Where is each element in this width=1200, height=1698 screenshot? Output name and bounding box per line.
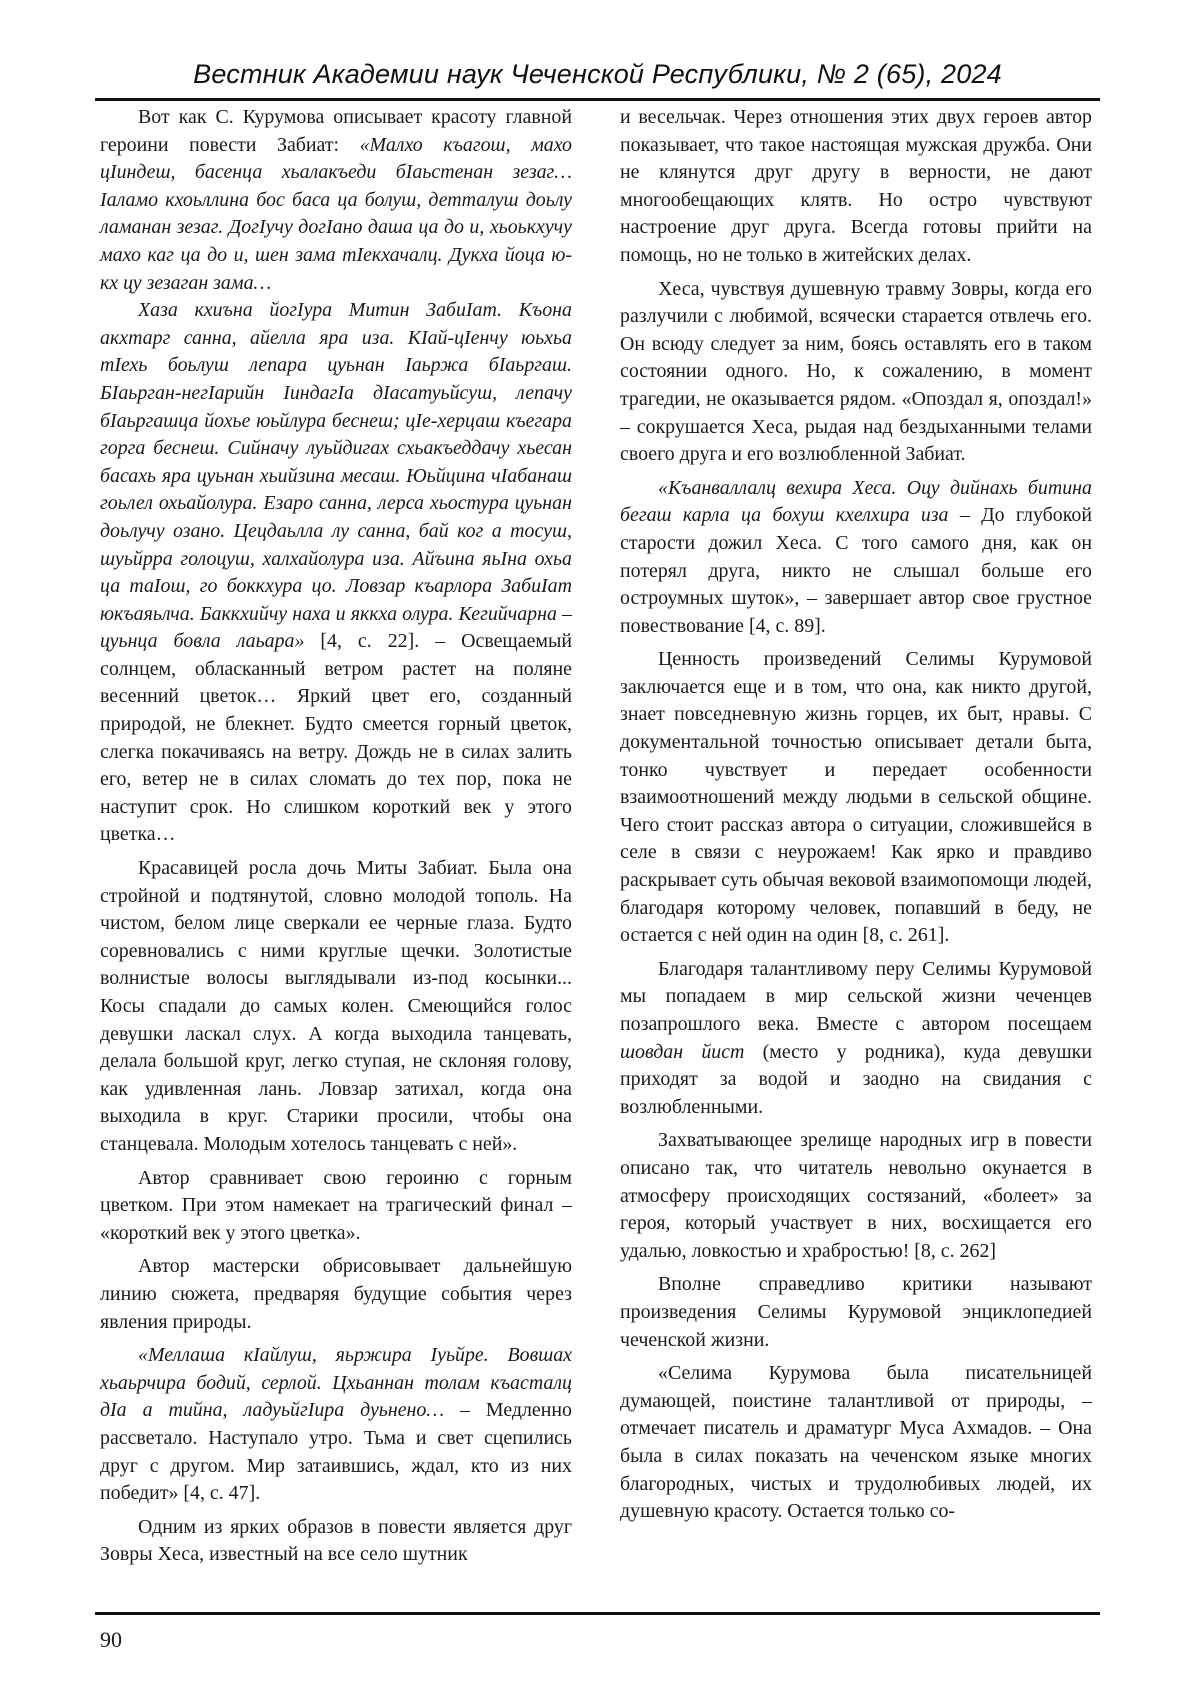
left-column — [100, 104, 572, 1569]
paragraph — [620, 956, 1092, 1122]
paragraph-lead: Благодаря талантливому перу Селимы Курумовой мы попадаем в мир сельской жизни чеченцев позапрошлого века. Вместе с автором посещаем — [620, 957, 1092, 1035]
journal-title: Вестник Академии наук Чеченской Республики, № 2 (65), 2024 — [193, 59, 1002, 89]
chechen-quote: Хаза кхиъна йогIура Митин ЗабиIат. Къона акхтарг санна, айелла яра иза. КIай-цIенчу юьхьа тIехь боьлуш лепара цуьнан Iаьржа бIаьргаш. БIаьрган-негIарийн IиндагIа дIасатуьйсуш, лепачу бIаьргашца йохье юьйлура беснеш; цIе-херцаш къегара горга беснеш. Сийначу луьйдигах схьакъеддачу хьесан басахь яра цуьнан хьийзина месаш. Юьйцина чIабанаш гоьлел охьайолура. Езаро санна, лерса хьостура цуьнан доьлучу озано. Цецдаьлла лу санна, бай ког а тосуш, шуьйрра голоцуш, халхайолура иза. Айъина яьIна охьа ца таIош, го боккхура цо. Ловзар къарлора ЗабиIат юкъаяьлча. Баккхийчу наха и яккха олура. Кегийчарна – цуьнца бовла лаьара» — [100, 299, 572, 653]
paragraph — [620, 475, 1092, 641]
paragraph — [100, 104, 572, 297]
paragraph: Ценность произведений Селимы Курумовой заключается еще и в том, что она, как никто другой, знает повседневную жизнь горцев, их быт, нравы. С документальной точностью описывает детали быта, тонко чувствует и передает особенности взаимоотношений между людьми в сельской общине. Чего стоит рассказ автора о ситуации, сложившейся в селе в связи с неурожаем! Как ярко и правдиво раскрывает суть обычая вековой взаимопомощи людей, благодаря которому человек, попавший в беду, не остается с ней один на один [8, с. 261]. — [620, 648, 1092, 947]
paragraph-translation: – До глубокой старости дожил Хеса. С того самого дня, как он потерял друга, никто не слышал больше его остроумных шуток», – завершает автор свое грустное повествование [4, с. 89]. — [620, 504, 1092, 637]
footer-rule — [95, 1612, 1100, 1615]
paragraph: «Селима Курумова была писательницей думающей, поистине талантливой от природы, – отмечает писатель и драматург Муса Ахмадов. – Она была в силах показать на чеченском языке многих благородных, чистых и трудолюбивых людей, их душевную красоту. Остается только со- — [620, 1362, 1092, 1523]
right-column — [620, 104, 1092, 1526]
chechen-quote: «Малхо къагош, махо цIиндеш, басенца хьалакъеди бIаьстенан зезаг… Iаламо кхоьллина бос баса ца болуш, детталуш доьлу ламанан зезаг. ДогIучу догIано даша ца до и, хьоькхучу махо каг ца до и, шен зама тIекхачалц. Дукха йоца ю-кх цу зезаган зама… — [100, 133, 572, 294]
paragraph — [100, 1342, 572, 1508]
italic-term: шовдан йист — [620, 1040, 745, 1063]
paragraph: Хеса, чувствуя душевную травму Зовры, когда его разлучили с любимой, всячески старается отвлечь его. Он всюду следует за ним, боясь оставлять его в таком состоянии одного. Но, к сожалению, в момент трагедии, не оказывается рядом. «Опоздал я, опоздал!» – сокрушается Хеса, рыдая над бездыханными телами своего друга и его возлюбленной Забиат. — [620, 277, 1092, 466]
paragraph: Одним из ярких образов в повести является друг Зовры Хеса, известный на все село шутник — [100, 1515, 572, 1566]
paragraph: Вполне справедливо критики называют произведения Селимы Курумовой энциклопедией чеченской жизни. — [620, 1273, 1092, 1351]
chechen-quote: «Къанваллалц вехира Хеса. Оцу дийнахь битина бегаш карла ца бохуш кхелхира иза — [620, 476, 1092, 527]
paragraph: и весельчак. Через отношения этих двух героев автор показывает, что такое настоящая мужская дружба. Они не клянутся друг другу в верности, не дают многообещающих клятв. Но остро чувствуют настроение друг друга. Всегда готовы прийти на помощь, но не только в житейских делах. — [620, 106, 1092, 266]
journal-header — [95, 50, 1100, 101]
paragraph — [100, 297, 572, 849]
paragraph: Красавицей росла дочь Миты Забиат. Была она стройной и подтянутой, словно молодой тополь. На чистом, белом лице сверкали ее черные глаза. Будто соревновались с ними круглые щечки. Золотистые волнистые волосы выглядывали из-под косынки... Косы спадали до самых колен. Смеющийся голос девушки ласкал слух. А когда выходила танцевать, делала большой круг, легко ступая, не склоняя голову, как удивленная лань. Ловзар затихал, когда она выходила в круг. Старики просили, чтобы она станцевала. Молодым хотелось танцевать с ней». — [100, 857, 572, 1155]
paragraph: Захватывающее зрелище народных игр в повести описано так, что читатель невольно окунается в атмосферу происходящих состязаний, «болеет» за героя, который участвует в них, восхищается его удалью, ловкостью и храбростью! [8, с. 262] — [620, 1129, 1092, 1262]
paragraph-lead: Вот как С. Курумова описывает красоту главной героини повести Забиат: — [100, 106, 572, 156]
page-number: 90 — [100, 1627, 122, 1652]
paragraph: Автор сравнивает свою героиню с горным цветком. При этом намекает на трагический финал – «короткий век у этого цветка». — [100, 1166, 572, 1244]
chechen-quote: «Меллаша кIайлуш, яьржира Iуьйре. Вовшах хьаьрчира бодий, серлой. Цхьаннан толам къасталц дIа а тийна, ладуьйгIира дуьнено… — [100, 1344, 572, 1422]
paragraph-translation: – Медленно рассветало. Наступало утро. Тьма и свет сцепились друг с другом. Мир затаившись, ждал, кто из них победит» [4, с. 47]. — [100, 1399, 572, 1505]
paragraph-translation: [4, с. 22]. – Освещаемый солнцем, обласканный ветром растет на поляне весенний цветок… Яркий цвет его, созданный природой, не блекнет. Будто смеется горный цветок, слегка покачиваясь на ветру. Дождь не в силах залить его, ветер не в силах сломать до тех пор, пока не наступит срок. Но слишком короткий век у этого цветка… — [100, 630, 572, 846]
paragraph-tail: (место у родника), куда девушки приходят за водой и заодно на свидания с возлюбленными. — [620, 1040, 1092, 1118]
paragraph: Автор мастерски обрисовывает дальнейшую линию сюжета, предваряя будущие события через явления природы. — [100, 1255, 572, 1333]
